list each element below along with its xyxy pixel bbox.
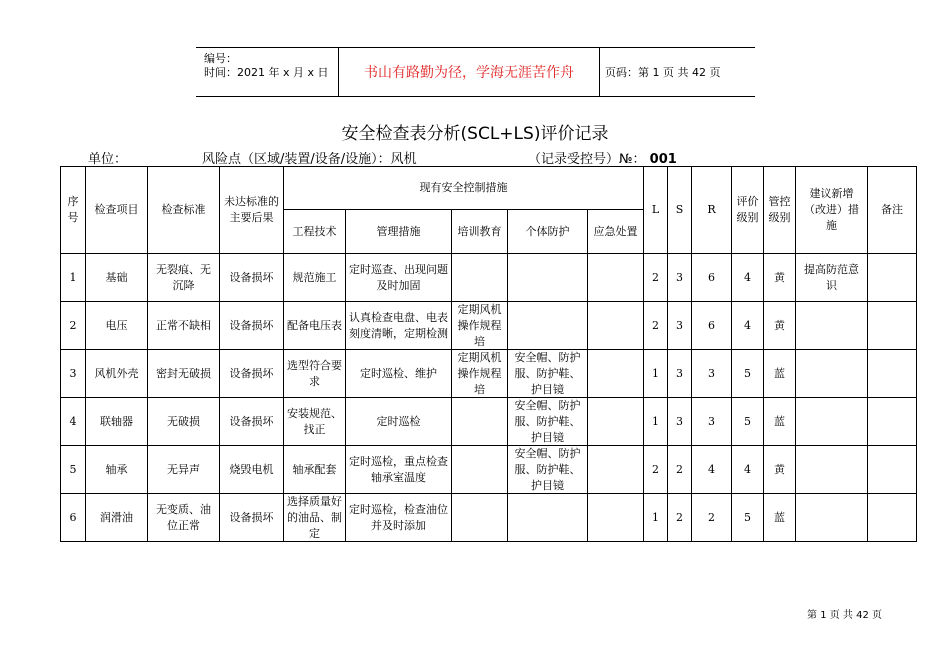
cell-ppe-text: 安全帽、防护服、防护鞋、护目镜	[514, 399, 581, 444]
table-row	[61, 302, 917, 350]
cell-S: 3	[668, 302, 692, 350]
cell-level: 4	[732, 302, 764, 350]
cell-standard: 正常不缺相	[148, 302, 220, 350]
header-page-code: 页码：第 1 页 共 42 页	[605, 66, 721, 79]
cell-item: 润滑油	[86, 494, 148, 542]
cell-item: 电压	[86, 302, 148, 350]
cell-L: 1	[644, 494, 668, 542]
cell-seq: 4	[61, 398, 86, 446]
cell-seq: 5	[61, 446, 86, 494]
cell-control: 蓝	[764, 398, 796, 446]
cell-seq: 3	[61, 350, 86, 398]
cell-seq: 2	[61, 302, 86, 350]
cell-engineering-text: 配备电压表	[287, 318, 342, 332]
cell-engineering	[284, 446, 346, 494]
record-no	[528, 148, 677, 167]
cell-level: 5	[732, 350, 764, 398]
cell-management-text: 定时巡检	[376, 414, 421, 428]
cell-engineering	[284, 350, 346, 398]
cell-management-text: 认真检查电盘、电表刻度清晰，定期检测	[349, 310, 448, 340]
cell-consequence: 烧毁电机	[220, 446, 284, 494]
document-header	[196, 47, 755, 97]
footer-page: 第 1 页 共 42 页	[807, 610, 882, 621]
risk-point: 风险点（区域/装置/设备/设施）：风机	[202, 152, 417, 167]
cell-control: 黄	[764, 446, 796, 494]
cell-management	[346, 398, 452, 446]
cell-control: 蓝	[764, 494, 796, 542]
cell-consequence: 设备损坏	[220, 302, 284, 350]
table-row	[61, 350, 917, 398]
record-no-value: 001	[649, 152, 677, 167]
cell-management-text: 定时巡检，重点检查轴承室温度	[349, 454, 448, 484]
cell-management-text: 定时巡检，检查油位并及时添加	[349, 502, 448, 532]
cell-management-text: 定时巡检、维护	[360, 366, 437, 380]
cell-engineering	[284, 398, 346, 446]
cell-ppe	[508, 494, 588, 542]
cell-consequence: 设备损坏	[220, 254, 284, 302]
cell-consequence: 设备损坏	[220, 398, 284, 446]
cell-suggest	[796, 350, 868, 398]
col-suggest: 建议新增（改进）措施	[796, 167, 868, 254]
cell-training	[452, 302, 508, 350]
cell-ppe-text: 安全帽、防护服、防护鞋、护目镜	[514, 447, 581, 492]
cell-remark	[868, 350, 917, 398]
cell-item: 基础	[86, 254, 148, 302]
col-item: 检查项目	[86, 167, 148, 254]
cell-S: 2	[668, 446, 692, 494]
cell-R: 2	[692, 494, 732, 542]
col-S: S	[668, 167, 692, 254]
record-no-label: （记录受控号）№：	[528, 152, 646, 167]
cell-engineering	[284, 254, 346, 302]
cell-R: 6	[692, 254, 732, 302]
col-consequence: 未达标准的主要后果	[220, 167, 284, 254]
cell-seq: 6	[61, 494, 86, 542]
cell-S: 3	[668, 254, 692, 302]
table-row	[61, 398, 917, 446]
cell-engineering	[284, 494, 346, 542]
cell-level: 5	[732, 398, 764, 446]
number-label: 编号：	[204, 52, 237, 65]
cell-ppe	[508, 446, 588, 494]
col-management: 管理措施	[346, 210, 452, 254]
col-level: 评价级别	[732, 167, 764, 254]
cell-standard: 无变质、油位正常	[148, 494, 220, 542]
cell-engineering-text: 选择质量好的油品、制定	[287, 495, 342, 540]
cell-management	[346, 254, 452, 302]
cell-item: 联轴器	[86, 398, 148, 446]
cell-control: 黄	[764, 302, 796, 350]
header-meta	[196, 48, 338, 96]
cell-L: 2	[644, 254, 668, 302]
cell-training	[452, 350, 508, 398]
cell-L: 1	[644, 350, 668, 398]
table-body	[61, 254, 917, 542]
cell-remark	[868, 398, 917, 446]
cell-standard: 无破损	[148, 398, 220, 446]
cell-training	[452, 446, 508, 494]
col-ppe: 个体防护	[508, 210, 588, 254]
col-standard: 检查标准	[148, 167, 220, 254]
cell-R: 3	[692, 398, 732, 446]
cell-management	[346, 350, 452, 398]
cell-training	[452, 398, 508, 446]
col-control: 管控级别	[764, 167, 796, 254]
col-R: R	[692, 167, 732, 254]
cell-R: 3	[692, 350, 732, 398]
cell-item: 轴承	[86, 446, 148, 494]
cell-emergency	[588, 302, 644, 350]
cell-suggest	[796, 302, 868, 350]
cell-standard: 无裂痕、无沉降	[148, 254, 220, 302]
cell-ppe	[508, 398, 588, 446]
cell-S: 3	[668, 398, 692, 446]
scl-evaluation-table	[60, 166, 917, 542]
cell-ppe	[508, 302, 588, 350]
cell-standard: 密封无破损	[148, 350, 220, 398]
unit-label: 单位：	[88, 152, 128, 167]
cell-engineering-text: 轴承配套	[292, 462, 337, 476]
table-row	[61, 446, 917, 494]
header-slogan: 书山有路勤为径，学海无涯苦作舟	[338, 48, 600, 96]
cell-remark	[868, 302, 917, 350]
cell-emergency	[588, 446, 644, 494]
col-remark: 备注	[868, 167, 917, 254]
cell-L: 1	[644, 398, 668, 446]
col-emergency: 应急处置	[588, 210, 644, 254]
cell-emergency	[588, 398, 644, 446]
cell-suggest	[796, 398, 868, 446]
cell-suggest: 提高防范意识	[796, 254, 868, 302]
cell-training	[452, 494, 508, 542]
cell-consequence: 设备损坏	[220, 350, 284, 398]
col-seq: 序号	[61, 167, 86, 254]
cell-emergency	[588, 350, 644, 398]
cell-consequence: 设备损坏	[220, 494, 284, 542]
cell-S: 3	[668, 350, 692, 398]
cell-engineering-text: 安装规范、找正	[287, 406, 342, 436]
col-engineering: 工程技术	[284, 210, 346, 254]
cell-management-text: 定时巡查、出现问题及时加固	[349, 262, 448, 292]
cell-standard: 无异声	[148, 446, 220, 494]
cell-level: 4	[732, 446, 764, 494]
cell-seq: 1	[61, 254, 86, 302]
table-row	[61, 254, 917, 302]
col-training: 培训教育	[452, 210, 508, 254]
cell-management	[346, 446, 452, 494]
cell-ppe-text: 安全帽、防护服、防护鞋、护目镜	[514, 351, 581, 396]
cell-level: 4	[732, 254, 764, 302]
cell-control: 蓝	[764, 350, 796, 398]
cell-ppe	[508, 254, 588, 302]
cell-remark	[868, 494, 917, 542]
cell-training-text: 定期风机操作规程培	[457, 303, 502, 348]
cell-L: 2	[644, 446, 668, 494]
cell-suggest	[796, 494, 868, 542]
cell-level: 5	[732, 494, 764, 542]
time-label: 时间：2021 年 x 月 x 日	[204, 66, 329, 79]
cell-training-text: 定期风机操作规程培	[457, 351, 502, 396]
cell-R: 4	[692, 446, 732, 494]
cell-remark	[868, 446, 917, 494]
cell-ppe	[508, 350, 588, 398]
cell-remark	[868, 254, 917, 302]
cell-item: 风机外壳	[86, 350, 148, 398]
cell-engineering-text: 规范施工	[292, 270, 337, 284]
cell-management	[346, 494, 452, 542]
cell-emergency	[588, 494, 644, 542]
header-row-1	[61, 167, 917, 210]
cell-suggest	[796, 446, 868, 494]
cell-engineering	[284, 302, 346, 350]
cell-training	[452, 254, 508, 302]
table-row	[61, 494, 917, 542]
cell-management	[346, 302, 452, 350]
document-title: 安全检查表分析(SCL+LS)评价记录	[341, 124, 609, 144]
cell-L: 2	[644, 302, 668, 350]
cell-R: 6	[692, 302, 732, 350]
col-measures: 现有安全控制措施	[284, 167, 644, 210]
col-L: L	[644, 167, 668, 254]
cell-emergency	[588, 254, 644, 302]
cell-control: 黄	[764, 254, 796, 302]
cell-S: 2	[668, 494, 692, 542]
cell-engineering-text: 选型符合要求	[287, 358, 342, 388]
